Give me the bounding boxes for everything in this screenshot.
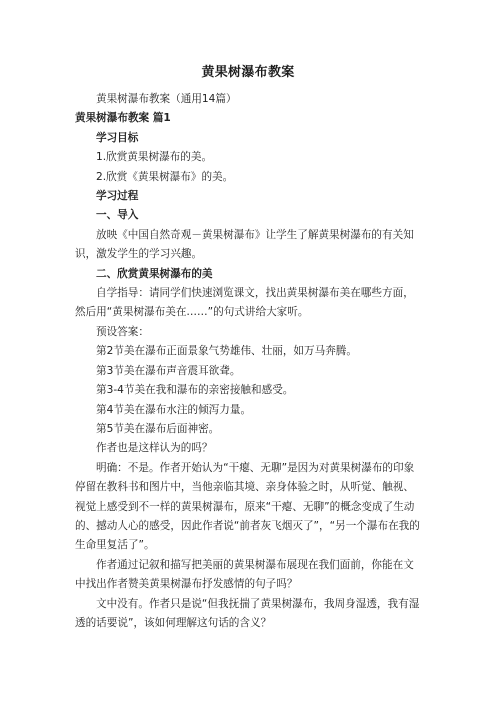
answer-2: 文中没有。作者只是说“但我抚揣了黄果树瀑布，我周身湿透，我有湿透的话要说”，该如何理解这句话的含义？ [75, 597, 420, 629]
goal-item: 1.欣赏黄果树瀑布的美。 [96, 151, 213, 164]
answer-item: 第2节美在瀑布正面景象气势雄伟、壮丽，如万马奔腾。 [96, 345, 357, 358]
answer-label: 预设答案： [96, 325, 149, 338]
guide-text: 自学指导：请同学们快速浏览课文，找出黄果树瀑布美在哪些方面，然后用“黄果树瀑布美在……”的句式讲给大家听。 [75, 287, 414, 319]
section-title: 黄果树瀑布教案 篇1 [75, 112, 171, 125]
answer-1: 明确：不是。作者开始认为“干瘪、无聊”是因为对黄果树瀑布的印象停留在教科书和图片中，当他亲临其境、亲身体验之时，从听觉、触视、视觉上感受到不一样的黄果树瀑布，原来“干瘪、无聊”的概念变成了生动的、撼动人心的感受，因此作者说“前者灰飞烟灭了”，“另一个瀑布在我的生命里复活了”。 [75, 461, 420, 552]
answer-item: 第5节美在瀑布后面神密。 [96, 422, 220, 435]
step1-text: 放映《中国自然奇观－黄果树瀑布》让学生了解黄果树瀑布的有关知识，激发学生的学习兴趣。 [75, 228, 414, 261]
answer-item: 第3节美在瀑布声音震耳欲聋。 [96, 364, 241, 377]
process-heading: 学习过程 [96, 190, 139, 203]
step1-heading: 一、导入 [96, 209, 139, 222]
goal-item: 2.欣赏《黄果树瀑布》的美。 [96, 170, 234, 183]
document-subtitle: 黄果树瀑布教案（通用14篇） [96, 93, 237, 105]
question-2: 作者通过记叙和描写把美丽的黄果树瀑布展现在我们面前，你能在文中找出作者赞美黄果树瀑布抒发感情的句子吗？ [75, 558, 414, 591]
page-title: 黄果树瀑布教案 [201, 65, 295, 80]
answer-item: 第4节美在瀑布水注的倾泻力量。 [96, 403, 252, 416]
answer-item: 第3-4节美在我和瀑布的亲密接触和感受。 [96, 384, 294, 397]
goal-heading: 学习目标 [96, 131, 139, 144]
step2-heading: 二、欣赏黄果树瀑布的美 [96, 267, 213, 280]
document-body [75, 90, 423, 633]
question-1: 作者也是这样认为的吗？ [96, 442, 213, 455]
